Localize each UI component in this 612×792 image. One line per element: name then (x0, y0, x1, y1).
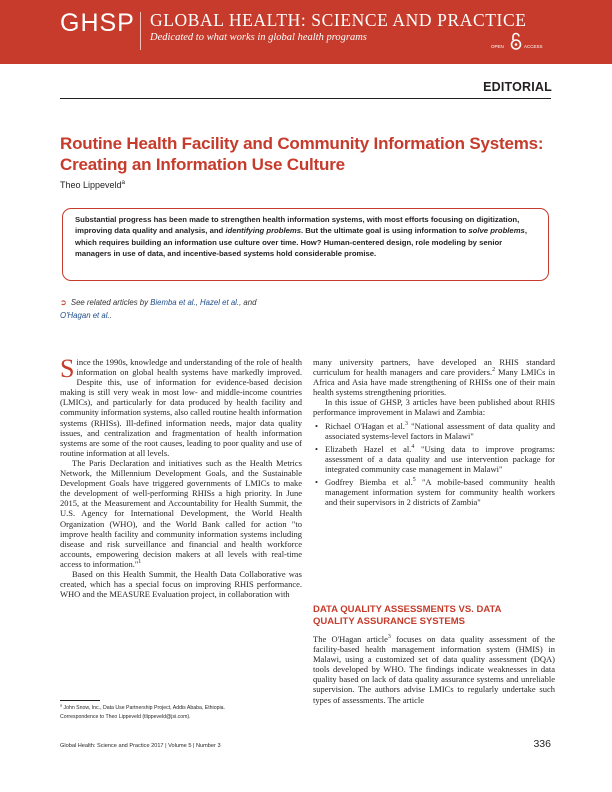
list-item-title: "Using data to improve programs: assessment of a data quality and use intervention package for integrated community case management in Malawi" (325, 443, 555, 474)
abstract-text-3: , which requires building an information use culture over time. How? Human-centered design, role modeling by senior managers in use of data, and incentive-based systems hold considerable promise. (75, 226, 527, 259)
body-paragraph-4 (313, 357, 555, 397)
related-prefix: See related articles by (70, 298, 151, 307)
journal-logo: GHSP (60, 9, 135, 37)
drop-cap: S (60, 354, 75, 383)
list-item (313, 477, 555, 507)
section-label: EDITORIAL (483, 80, 552, 94)
footnotes (60, 704, 305, 721)
abstract-text-2: . But the ultimate goal is using information to (300, 226, 469, 236)
article-title-line-2: Creating an Information Use Culture (60, 155, 345, 174)
footnote-affiliation (60, 704, 305, 713)
related-link-ohagan[interactable]: O'Hagan et al. (60, 310, 110, 320)
citation-4[interactable]: 4 (411, 443, 415, 450)
citation-2[interactable]: 2 (492, 367, 496, 374)
related-end: . (109, 310, 112, 320)
body-paragraph-4-text-b: Many LMICs in Africa and Asia have made strengthening of RHISs one of their main health systems strengthening priorities. (313, 367, 555, 398)
body-paragraph-4-text: many university partners, have developed an RHIS standard curriculum for health managers and care providers. (313, 357, 555, 378)
author-affiliation-mark: a (121, 179, 126, 186)
related-link-hazel[interactable]: Hazel et al. (200, 298, 240, 307)
body-column-right (313, 357, 555, 510)
journal-header-banner (0, 0, 612, 64)
body-paragraph-5: In this issue of GHSP, 3 articles have been published about RHIS performance improvement in Malawi and Zambia: (313, 397, 555, 418)
article-title (60, 133, 555, 175)
open-access-open-label: OPEN (491, 44, 504, 49)
body-paragraph-1 (60, 354, 302, 458)
related-link-biemba[interactable]: Biemba et al. (150, 298, 196, 307)
article-title-line-1: Routine Health Facility and Community Information Systems: (60, 134, 544, 153)
abstract-text-1: Substantial progress has been made to strengthen health information systems, with most efforts focusing on digitization, improving data quality and analysis, and (75, 215, 520, 236)
body-paragraph-6-text-b: focuses on data quality assessment of the facility-based health management information system (HMIS) in Malawi, using a customized set of data quality assessment (DQA) tools developed by WHO. The findings indicate weaknesses in data quality based on lack of data quality assurance systems and unreliable supervision. The authors advise LMICs to regularly undertake such types of assessments. The article (313, 634, 555, 705)
page-footer: Global Health: Science and Practice 2017 | Volume 5 | Number 3 (60, 743, 221, 749)
body-column-left (60, 354, 302, 600)
list-item-author: Richael O'Hagan et al. (325, 420, 405, 431)
section-rule (60, 98, 551, 99)
header-divider (140, 12, 141, 50)
related-sep-1: , (195, 298, 201, 307)
footnote-rule (60, 700, 100, 701)
related-articles (60, 297, 320, 322)
list-item-author: Elizabeth Hazel et al. (325, 443, 412, 454)
footnote-affiliation-text: John Snow, Inc., Data Use Partnership Project, Addis Ababa, Ethiopia. (62, 705, 225, 711)
body-paragraph-6 (313, 634, 555, 705)
body-paragraph-2-text: The Paris Declaration and initiatives such as the Health Metrics Network, the Millennium Development Goals, and the Sustainable Development Goals have triggered governments of LMICs to make the development of well-performing RHISs a high priority. In June 2015, at the Measurement and Accountability for Health Summit, the U.S. Agency for International Development, the World Health Organization (WHO), and the World Bank called for action "to improve health facility and community information systems including disease and risk surveillance and financial and health workforce accounts, empowering decision makers at all levels with real-time access to information." (60, 457, 302, 569)
citation-3b[interactable]: 3 (387, 634, 391, 641)
list-item-title: "A mobile-based community health management information system for community health workers and their supervisors in 2 districts of Zambia" (325, 477, 555, 508)
related-sep-2: , and (239, 298, 257, 307)
open-lock-icon (510, 32, 522, 50)
body-paragraph-1-text: ince the 1990s, knowledge and understanding of the role of health information on global health systems have markedly improved. Despite this, use of information for evidence-based decision making is still very weak in most low- and middle-income countries (LMICs), and particularly for data produced by health facility and community information systems, also called routine health information systems (RHISs). Ill-defined information needs, major data quality issues, and centralization and fragmentation of health information systems are some of the root causes, leading to poor quality and use of routine information at all levels. (60, 357, 302, 458)
section-heading-line-1: DATA QUALITY ASSESSMENTS VS. DATA (313, 604, 502, 615)
open-access-access-label: ACCESS (524, 44, 543, 49)
open-access-badge (491, 32, 547, 54)
page-number: 336 (533, 738, 551, 750)
citation-3[interactable]: 3 (404, 420, 408, 427)
footnote-correspondence: Correspondence to Theo Lippeveld (tlippeveld@jsi.com). (60, 713, 191, 720)
author-line (60, 180, 125, 190)
body-paragraph-2 (60, 458, 302, 569)
list-item (313, 421, 555, 441)
section-heading-line-2: QUALITY ASSURANCE SYSTEMS (313, 616, 466, 627)
citation-5[interactable]: 5 (412, 477, 416, 484)
journal-title: GLOBAL HEALTH: SCIENCE AND PRACTICE (150, 10, 527, 30)
key-messages-box (62, 208, 549, 281)
list-item-title: "National assessment of data quality and associated systems-level factors in Malawi" (325, 420, 555, 441)
author-name: Theo Lippeveld (60, 180, 122, 190)
section-heading (313, 604, 555, 628)
list-item (313, 444, 555, 474)
footnote-mark: a (60, 703, 63, 708)
body-paragraph-3: Based on this Health Summit, the Health Data Collaborative was created, which has a special focus on improving RHIS performance. WHO and the MEASURE Evaluation project, in collaboration with (60, 568, 302, 600)
related-arrow-icon: ➲ (60, 298, 67, 307)
abstract-emphasis-2: solve problems (468, 226, 525, 236)
body-paragraph-6-text-a: The O'Hagan article (313, 634, 388, 644)
list-item-author: Godfrey Biemba et al. (325, 477, 413, 488)
article-list (313, 421, 555, 508)
citation-1[interactable]: 1 (138, 559, 142, 566)
abstract-emphasis-1: identifying problems (225, 226, 301, 236)
journal-tagline: Dedicated to what works in global health programs (150, 32, 367, 43)
body-column-right-continued (313, 634, 555, 705)
